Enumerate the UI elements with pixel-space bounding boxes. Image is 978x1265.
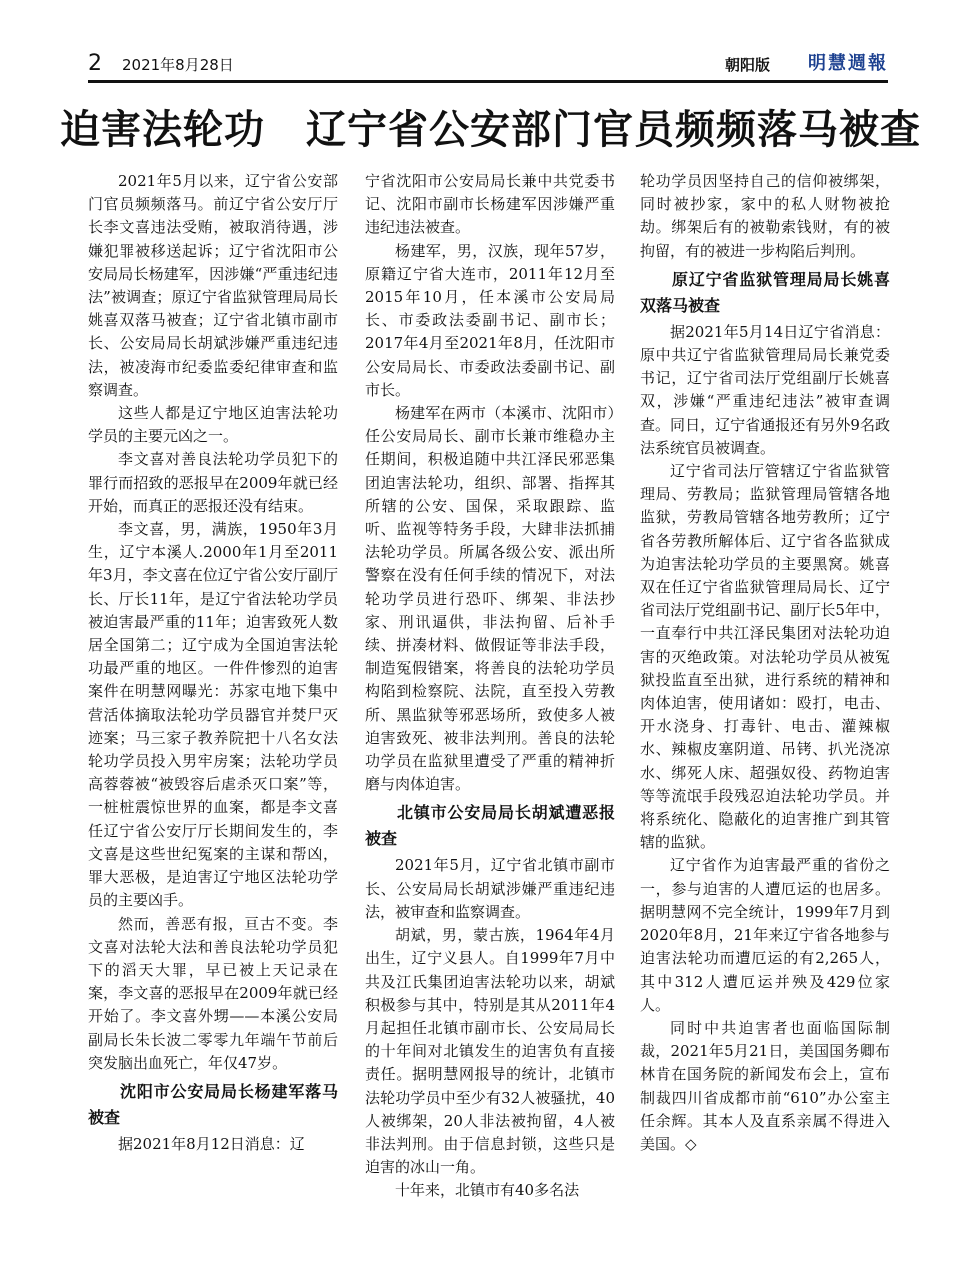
paragraph: 杨建军在两市（本溪市、沈阳市）任公安局局长、副市长兼市维稳办主任期间，积极追随中共江泽民邪恶集团迫害法轮功，组织、部署、指挥其所辖的公安、国保，采取跟踪、监听、监视等特务手段，大肆非法抓捕法轮功学员。所属各级公安、派出所警察在没有任何手续的情况下，对法轮功学员进行恐吓、绑架、非法抄家、刑讯逼供，非法拘留、后补手续、拼凑材料、做假证等非法手段，制造冤假错案，将善良的法轮功学员构陷到检察院、法院，直至投入劳教所、黑监狱等邪恶场所，致使多人被迫害致死、被非法判刑。善良的法轮功学员在监狱里遭受了严重的精神折磨与肉体迫害。: [365, 404, 615, 794]
paragraph: 2021年5月以来，辽宁省公安部门官员频频落马。前辽宁省公安厅厅长李文喜违法受贿，被取消待遇，涉嫌犯罪被移送起诉；辽宁省沈阳市公安局局长杨建军，因涉嫌“严重违纪违法”被调查；原辽宁省监狱管理局局长姚喜双落马被查；辽宁省北镇市副市长、公安局局长胡斌涉嫌严重违纪违法，被凌海市纪委监委纪律审查和监察调查。: [88, 172, 338, 399]
masthead-logo: 明慧週報: [808, 53, 888, 74]
issue-date: 2021年8月28日: [122, 56, 234, 74]
paragraph: 2021年5月，辽宁省北镇市副市长、公安局局长胡斌涉嫌严重违纪违法，被审查和监察调查。: [365, 856, 615, 921]
page-number: 2: [88, 51, 102, 76]
section-subhead: 原辽宁省监狱管理局局长姚喜双落马被查: [640, 269, 890, 315]
paragraph: 这些人都是辽宁地区迫害法轮功学员的主要元凶之一。: [88, 404, 338, 446]
paragraph: 据2021年5月14日辽宁省消息：原中共辽宁省监狱管理局局长兼党委书记，辽宁省司法厅党组副厅长姚喜双，涉嫌“严重违纪违法”被审查调查。同日，辽宁省通报还有另外9名政法系统官员被调查。: [640, 322, 890, 457]
edition-label: 朝阳版: [724, 56, 770, 74]
paragraph: 李文喜对善良法轮功学员犯下的罪行而招致的恶报早在2009年就已经开始，而真正的恶报还没有结束。: [88, 450, 338, 515]
paragraph: 李文喜，男，满族，1950年3月生，辽宁本溪人.2000年1月至2011年3月，李文喜在位辽宁省公安厅副厅长、厅长11年，是辽宁省法轮功学员被迫害最严重的11年；迫害致死人数居全国第二；辽宁成为全国迫害法轮功最严重的地区。一件件惨烈的迫害案件在明慧网曝光：苏家屯地下集中营活体摘取法轮功学员器官并焚尸灭迹案；马三家子教养院把十八名女法轮功学员投入男牢房案；法轮功学员高蓉蓉被“被毁容后虐杀灭口案”等，一桩桩震惊世界的血案，都是李文喜任辽宁省公安厅厅长期间发生的，李文喜是这些世纪冤案的主谋和帮凶，罪大恶极，是迫害辽宁地区法轮功学员的主要凶手。: [88, 520, 338, 910]
paragraph-continued: 宁省沈阳市公安局局长兼中共党委书记、沈阳市副市长杨建军因涉嫌严重违纪违法被查。: [365, 172, 615, 237]
article-column-1: [88, 170, 338, 1250]
article-headline: 迫害法轮功 辽宁省公安部门官员频频落马被查: [60, 107, 921, 153]
paragraph: 同时中共迫害者也面临国际制裁，2021年5月21日，美国国务卿布林肯在国务院的新闻发布会上，宣布制裁四川省成都市前“610”办公室主任余辉。其本人及直系亲属不得进入美国。◇: [640, 1018, 890, 1153]
paragraph: 据2021年8月12日消息：辽: [118, 1134, 305, 1153]
section-subhead: 北镇市公安局局长胡斌遭恶报被查: [365, 803, 615, 849]
paragraph: 然而，善恶有报，亘古不变。李文喜对法轮大法和善良法轮功学员犯下的滔天大罪，早已被上天记录在案，李文喜的恶报早在2009年就已经开始了。李文喜外甥——本溪公安局副局长朱长波二零零九年端午节前后突发脑出血死亡，年仅47岁。: [88, 914, 338, 1072]
paragraph: 辽宁省作为迫害最严重的省份之一，参与迫害的人遭厄运的也居多。据明慧网不完全统计，1999年7月到2020年8月，21年来辽宁省各地参与迫害法轮功而遭厄运的有2,265人，其中312人遭厄运并殃及429位家人。: [640, 856, 890, 1014]
article-column-2: [365, 170, 615, 1250]
paragraph: 胡斌，男，蒙古族，1964年4月出生，辽宁义县人。自1999年7月中共及江氏集团迫害法轮功以来，胡斌积极参与其中，特别是其从2011年4月起担任北镇市副市长、公安局局长的十年间对北镇发生的迫害负有直接责任。据明慧网报导的统计，北镇市法轮功学员中至少有32人被骚扰，40人被绑架，20人非法被拘留，4人被非法判刑。由于信息封锁，这些只是迫害的冰山一角。: [365, 926, 615, 1177]
paragraph: 辽宁省司法厅管辖辽宁省监狱管理局、劳教局；监狱管理局管辖各地监狱，劳教局管辖各地劳教所；辽宁省各劳教所解体后、辽宁省各监狱成为迫害法轮功学员的主要黑窝。姚喜双在任辽宁省监狱管理局局长、辽宁省司法厅党组副书记、副厅长5年中，一直奉行中共江泽民集团对法轮功迫害的灭绝政策。对法轮功学员从被冤狱投监直至出狱，进行系统的精神和肉体迫害，使用诸如：殴打，电击、开水浇身、打毒针、电击、灌辣椒水、辣椒皮塞阴道、吊铐、扒光浇凉水、绑死人床、超强奴役、药物迫害等等流氓手段残忍迫法轮功学员。并将系统化、隐蔽化的迫害推广到其管辖的监狱。: [640, 462, 890, 852]
header-rule: [88, 80, 888, 83]
paragraph: 十年来，北镇市有40多名法: [395, 1181, 580, 1200]
section-subhead: 沈阳市公安局局长杨建军落马被查: [88, 1081, 338, 1127]
paragraph-continued: 轮功学员因坚持自己的信仰被绑架，同时被抄家，家中的私人财物被抢劫。绑架后有的被勒索钱财，有的被拘留，有的被进一步构陷后判刑。: [640, 172, 890, 260]
article-column-3: [640, 170, 890, 1250]
paragraph: 杨建军，男，汉族，现年57岁，原籍辽宁省大连市，2011年12月至2015年10月，任本溪市公安局局长、市委政法委副书记、副市长；2017年4月至2021年8月，任沈阳市公安局局长、市委政法委副书记、副市长。: [365, 241, 615, 399]
page-header: [88, 50, 888, 80]
